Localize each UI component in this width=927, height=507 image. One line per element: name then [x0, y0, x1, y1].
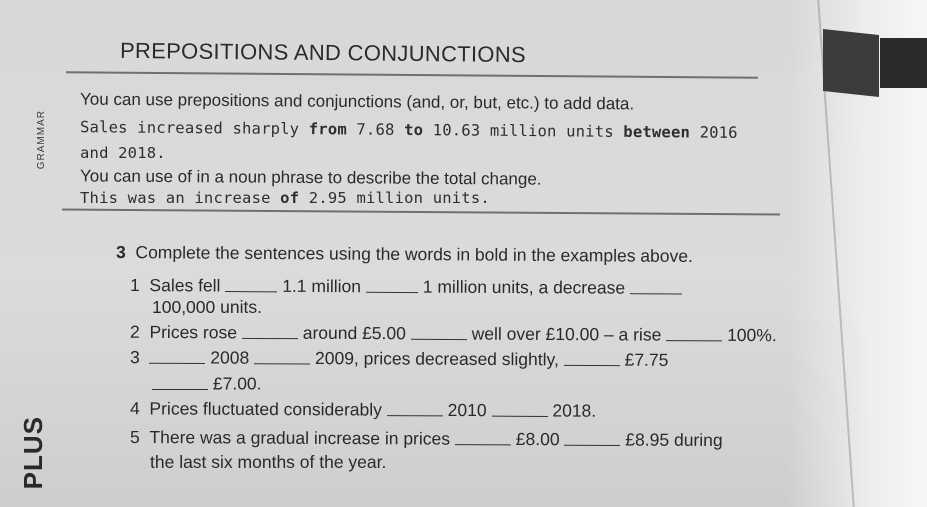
grammar-example-1-line2: and 2018. — [80, 144, 166, 162]
keyword-between: between — [623, 122, 691, 142]
item-number: 2 — [129, 321, 140, 342]
grammar-intro-1: You can use prepositions and conjunctions (and, or, but, etc.) to add data. — [79, 89, 635, 114]
exercise-item-2 — [130, 319, 777, 346]
item-text: 2009, prices decreased slightly, — [314, 348, 559, 370]
answer-blank[interactable] — [242, 320, 298, 339]
item-text: around £5.00 — [302, 322, 406, 344]
item-number: 5 — [129, 426, 140, 447]
grammar-example-2 — [80, 189, 490, 207]
grammar-side-label: GRAMMAR — [36, 110, 47, 170]
exercise-item-3-line2 — [152, 371, 262, 395]
answer-blank[interactable] — [666, 322, 722, 341]
item-number: 3 — [129, 347, 140, 368]
item-number: 1 — [129, 275, 140, 296]
dark-tab-marker-right — [880, 38, 927, 88]
item-text: 2008 — [210, 347, 250, 368]
example-text: 2.95 million units. — [299, 189, 490, 207]
answer-blank[interactable] — [491, 398, 547, 417]
keyword-from: from — [308, 120, 347, 139]
answer-blank[interactable] — [254, 345, 310, 364]
example-text: Sales increased sharply — [79, 118, 309, 139]
example-text: 10.63 million units — [423, 121, 624, 141]
item-number: 4 — [129, 398, 140, 419]
plus-side-label: PLUS — [18, 416, 48, 490]
keyword-to: to — [404, 120, 424, 140]
answer-blank[interactable] — [564, 427, 620, 446]
grammar-box-bottom-rule — [62, 208, 780, 215]
grammar-box-top-rule — [66, 71, 758, 78]
section-title: PREPOSITIONS AND CONJUNCTIONS — [119, 37, 527, 68]
example-text: 7.68 — [346, 120, 405, 139]
item-text: 1.1 million — [282, 275, 362, 297]
item-text: £8.00 — [515, 428, 560, 450]
answer-blank[interactable] — [564, 347, 620, 366]
exercise-item-4 — [130, 396, 596, 422]
item-text: Prices rose — [149, 321, 238, 343]
answer-blank[interactable] — [225, 273, 277, 292]
answer-blank[interactable] — [366, 274, 418, 293]
item-text: 1 million units, a decrease — [422, 276, 626, 298]
item-text: 2010 — [447, 399, 487, 421]
exercise-item-1 — [130, 273, 682, 299]
exercise-heading — [116, 242, 693, 267]
keyword-of: of — [280, 189, 300, 207]
exercise-item-5-line2: the last six months of the year. — [150, 452, 387, 472]
item-text: £7.00. — [212, 373, 262, 394]
answer-blank[interactable] — [630, 275, 682, 294]
item-text: Prices fluctuated considerably — [149, 398, 383, 420]
item-text: 2018. — [552, 400, 597, 421]
answer-blank[interactable] — [411, 321, 467, 340]
example-text: This was an increase — [80, 189, 281, 207]
item-text: £7.75 — [624, 349, 669, 370]
answer-blank[interactable] — [152, 371, 208, 390]
item-text: Sales fell — [149, 275, 221, 296]
exercise-item-1-line2: 100,000 units. — [152, 297, 262, 317]
item-text: There was a gradual increase in prices — [149, 427, 451, 449]
answer-blank[interactable] — [455, 426, 511, 445]
answer-blank[interactable] — [149, 345, 205, 364]
item-text: well over £10.00 – a rise — [471, 323, 662, 345]
exercise-item-5 — [130, 424, 723, 451]
example-text: 2016 — [690, 123, 738, 142]
answer-blank[interactable] — [387, 397, 443, 416]
grammar-intro-2: You can use of in a noun phrase to describe the total change. — [79, 166, 542, 189]
item-text: £8.95 during — [625, 429, 723, 451]
item-text: 100%. — [727, 324, 777, 346]
exercise-item-3 — [130, 345, 669, 371]
exercise-number: 3 — [115, 241, 126, 263]
dark-tab-marker — [823, 29, 879, 97]
grammar-example-1 — [80, 118, 738, 142]
exercise-instruction: Complete the sentences using the words in bold in the examples above. — [135, 242, 693, 267]
